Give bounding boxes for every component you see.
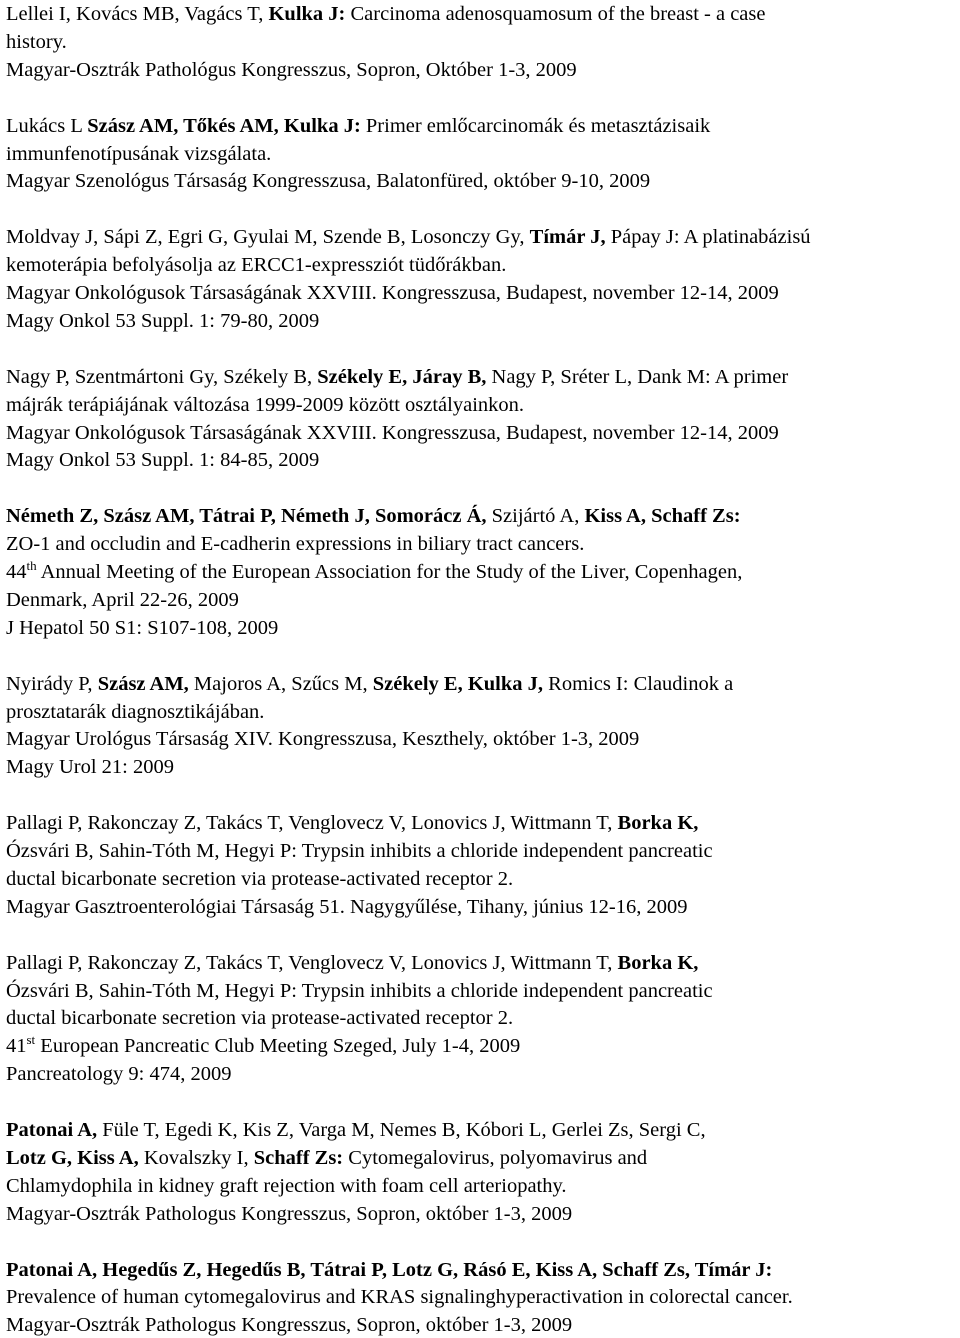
reference-line (6, 1061, 231, 1087)
text-segment: Magyar Szenológus Társaság Kongresszusa, Balatonfüred, október 9-10, 2009 (6, 170, 651, 193)
text-segment: Majoros A, Szűcs M, (188, 672, 373, 695)
author-bold: Lotz G, Kiss A, (6, 1146, 139, 1169)
text-segment: Magyar Onkológusok Társaságának XXVIII. Kongresszusa, Budapest, november 12-14, 2009 (6, 282, 779, 304)
reference-line (6, 950, 698, 976)
text-segment: májrák terápiájának változása 1999-2009 között osztályainkon. (6, 393, 525, 416)
superscript: st (26, 1032, 36, 1048)
superscript: th (26, 558, 37, 573)
text-segment: Lellei I, Kovács MB, Vagács T, (6, 3, 269, 25)
text-segment: ZO-1 and occludin and E-cadherin expressions in biliary tract cancers. (6, 533, 585, 556)
reference-line (6, 1284, 793, 1310)
reference-line (6, 838, 713, 864)
text-segment: Cytomegalovirus, polyomavirus and (343, 1146, 648, 1169)
reference-line (6, 364, 788, 390)
text-segment: J Hepatol 50 S1: S107-108, 2009 (6, 616, 279, 639)
reference-line (6, 894, 688, 920)
reference-line (6, 810, 698, 836)
text-segment: Moldvay J, Sápi Z, Egri G, Gyulai M, Szende B, Losonczy Gy, (6, 226, 530, 249)
reference-line (6, 280, 779, 306)
text-segment: Magyar-Osztrák Pathológus Kongresszus, Sopron, Október 1-3, 2009 (6, 58, 577, 81)
author-bold: Patonai A, Hegedűs Z, Hegedűs B, Tátrai P, Lotz G, Rásó E, Kiss A, Schaff Zs, Tímár J: (6, 1258, 773, 1281)
author-bold: Kiss A, Schaff Zs: (584, 505, 741, 528)
text-segment: Ózsvári B, Sahin-Tóth M, Hegyi P: Trypsin inhibits a chloride independent pancreatic (6, 840, 713, 862)
text-segment: kemoterápia befolyásolja az ERCC1-expressziót tüdőrákban. (6, 254, 507, 277)
text-segment: Magy Urol 21: 2009 (6, 756, 174, 779)
reference-line (6, 866, 513, 892)
text-segment: Annual Meeting of the European Association for the Study of the Liver, Copenhagen, (36, 561, 743, 583)
text-segment: Lukács L (6, 114, 88, 137)
reference-line (6, 587, 239, 613)
reference-line (6, 1117, 706, 1143)
reference-line (6, 1257, 772, 1283)
text-segment: ductal bicarbonate secretion via protease-activated receptor 2. (6, 867, 514, 890)
author-bold: Borka K, (617, 951, 699, 974)
reference-line (6, 113, 710, 139)
reference-line (6, 308, 319, 334)
reference-line (6, 141, 271, 167)
reference-line (6, 168, 650, 194)
reference-line (6, 1145, 647, 1171)
text-segment: Carcinoma adenosquamosum of the breast - a case (345, 3, 766, 25)
reference-line (6, 252, 506, 278)
text-segment: Magyar-Osztrák Pathologus Kongresszus, Sopron, október 1-3, 2009 (6, 1202, 573, 1225)
reference-line (6, 1312, 572, 1338)
text-segment: Pallagi P, Rakonczay Z, Takács T, Venglovecz V, Lonovics J, Wittmann T, (6, 951, 618, 974)
reference-line (6, 1, 765, 27)
text-segment: Füle T, Egedi K, Kis Z, Varga M, Nemes B, Kóbori L, Gerlei Zs, Sergi C, (97, 1119, 706, 1141)
reference-line (6, 978, 713, 1004)
reference-line (6, 671, 733, 697)
author-bold: Schaff Zs: (253, 1146, 344, 1169)
text-segment: 41 (6, 1035, 27, 1058)
text-segment: Prevalence of human cytomegalovirus and KRAS signalinghyperactivation in colorectal cancer. (6, 1286, 793, 1309)
author-bold: Kulka J: (268, 3, 346, 25)
text-segment: ductal bicarbonate secretion via protease-activated receptor 2. (6, 1007, 514, 1030)
reference-line (6, 615, 278, 641)
text-segment: Kovalszky I, (138, 1146, 254, 1169)
author-bold: Székely E, Járay B, (317, 365, 487, 388)
reference-line (6, 1201, 572, 1227)
text-segment: Denmark, April 22-26, 2009 (6, 588, 239, 611)
reference-line (6, 531, 584, 557)
text-segment: Ózsvári B, Sahin-Tóth M, Hegyi P: Trypsin inhibits a chloride independent pancreatic (6, 979, 713, 1002)
text-segment: 44 (6, 561, 27, 583)
text-segment: prosztatarák diagnosztikájában. (6, 700, 265, 723)
reference-line (6, 1173, 567, 1199)
text-segment: Primer emlőcarcinomák és metasztázisaik (360, 114, 711, 137)
text-segment: Chlamydophila in kidney graft rejection with foam cell arteriopathy. (6, 1174, 567, 1197)
author-bold: Németh Z, Szász AM, Tátrai P, Németh J, Somorácz Á, (6, 505, 487, 528)
text-segment: Magy Onkol 53 Suppl. 1: 84-85, 2009 (6, 449, 320, 472)
text-segment: history. (6, 30, 67, 53)
author-bold: Szász AM, (97, 672, 189, 695)
reference-line (6, 754, 174, 780)
text-segment: Magy Onkol 53 Suppl. 1: 79-80, 2009 (6, 309, 320, 332)
reference-line (6, 29, 67, 55)
text-segment: Pápay J: A platinabázisú (605, 226, 811, 249)
reference-line (6, 420, 779, 446)
reference-line (6, 1005, 513, 1031)
text-segment: European Pancreatic Club Meeting Szeged, July 1-4, 2009 (35, 1035, 521, 1058)
text-segment: Szijártó A, (486, 505, 585, 528)
reference-line (6, 559, 742, 585)
text-segment: Nagy P, Szentmártoni Gy, Székely B, (6, 365, 318, 388)
reference-line (6, 726, 639, 752)
text-segment: Magyar Gasztroenterológiai Társaság 51. Nagygyűlése, Tihany, június 12-16, 2009 (6, 895, 688, 918)
text-segment: Pallagi P, Rakonczay Z, Takács T, Venglovecz V, Lonovics J, Wittmann T, (6, 812, 618, 835)
reference-line (6, 447, 319, 473)
text-segment: Nagy P, Sréter L, Dank M: A primer (486, 365, 789, 388)
author-bold: Patonai A, (6, 1119, 98, 1141)
reference-line (6, 699, 264, 725)
text-segment: Nyirády P, (6, 672, 98, 695)
reference-line (6, 57, 577, 83)
author-bold: Tímár J, (529, 226, 606, 249)
reference-line (6, 1033, 520, 1059)
reference-line (6, 503, 741, 529)
text-segment: Magyar Onkológusok Társaságának XXVIII. Kongresszusa, Budapest, november 12-14, 2009 (6, 421, 779, 444)
author-bold: Székely E, Kulka J, (372, 672, 544, 695)
text-segment: Magyar-Osztrák Pathologus Kongresszus, Sopron, október 1-3, 2009 (6, 1314, 573, 1337)
reference-line (6, 392, 524, 418)
author-bold: Borka K, (617, 812, 699, 835)
text-segment: immunfenotípusának vizsgálata. (6, 142, 272, 165)
author-bold: Szász AM, Tőkés AM, Kulka J: (87, 114, 361, 137)
reference-line (6, 224, 811, 250)
text-segment: Romics I: Claudinok a (543, 672, 734, 695)
text-segment: Pancreatology 9: 474, 2009 (6, 1063, 232, 1086)
text-segment: Magyar Urológus Társaság XIV. Kongresszusa, Keszthely, október 1-3, 2009 (6, 728, 640, 751)
